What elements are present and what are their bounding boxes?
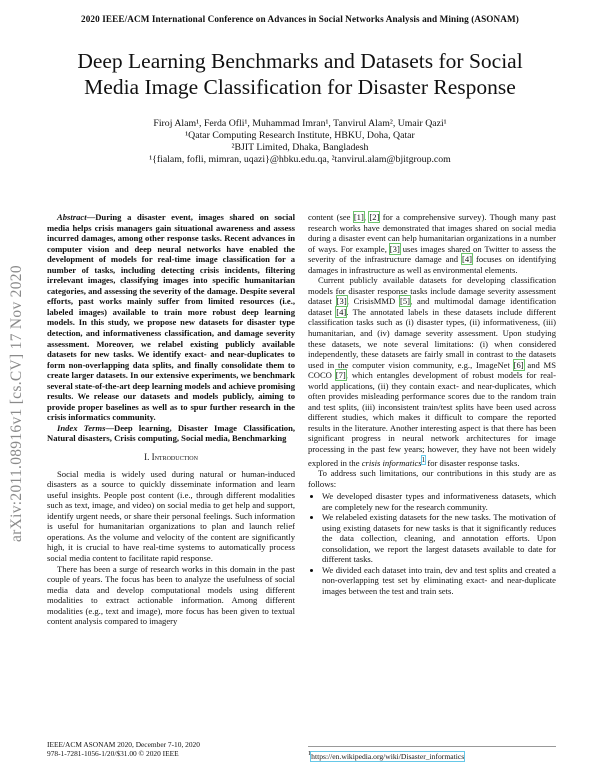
contributions-list: [308, 491, 556, 596]
text-run: for a comprehensive survey). Though many past research works have demonstrated that images shared on social media during a disaster event can help humanitarian organizations in a number of ways. For example,: [308, 212, 556, 254]
text-run: and MS COCO: [308, 359, 556, 381]
text-run: . The annotated labels in these datasets include different classification tasks such as (i) disaster types, (ii) informativeness, (iii) humanitarian, and (iv) damage severity assessment. Upon studying these datasets, we note several limitations: (i) when considered independently, these datasets are fairly small in contrast to the datasets used in the computer vision community, e.g., ImageNet: [308, 306, 556, 370]
text-run: , CrisisMMD: [346, 296, 401, 307]
footer-line-1: IEEE/ACM ASONAM 2020, December 7-10, 2020: [47, 740, 200, 749]
text-run: focuses on identifying damages in infrastructure as well as environmental elements.: [308, 254, 556, 275]
left-column: [47, 212, 295, 627]
footnote: [308, 746, 556, 761]
author-emails: ¹{fialam, fofli, mimran, uqazi}@hbku.edu.qa, ²tanvirul.alam@bjitgroup.com: [149, 154, 451, 165]
text-run: ,: [363, 212, 370, 222]
index-terms: [47, 423, 295, 444]
citation-link[interactable]: [3]: [336, 296, 347, 307]
intro-paragraph-1: Social media is widely used during natural or human-induced disasters as a source to quickly disseminate information and learn useful insights. People post content (i.e., through different modalities such as text, image, and video) on social media to get help and support, identify urgent needs, or share their personal feelings. Such information is useful for humanitarian organizations to plan and launch relief operations. As the volume and velocity of the content are significantly high, it is crucial to have real-time systems to automatically process social media content to facilitate rapid response.: [47, 468, 295, 563]
list-item: • We developed disaster types and informativeness datasets, which are completely new for the research community.: [322, 491, 556, 512]
intro-paragraph-2: There has been a surge of research works in this domain in the past couple of years. The focus has been to analyze the usefulness of social media data and develop computational models using different modalities to extract actionable information. Among different modalities (e.g., text and image), more focus has been given to textual content analysis compared to imagery: [47, 563, 295, 627]
footnote-link[interactable]: 1: [421, 455, 426, 464]
section-heading-introduction: I. Introduction: [144, 452, 198, 463]
text-run: uses images shared on Twitter to assess the severity of the infrastructure damage and: [308, 243, 556, 265]
footnote-url-link[interactable]: https://en.wikipedia.org/wiki/Disaster_informatics: [311, 751, 465, 761]
arxiv-stamp-text: arXiv:2011.08916v1 [cs.CV] 17 Nov 2020: [8, 265, 25, 542]
abstract-label: Abstract: [57, 212, 87, 222]
paper-title: [30, 48, 570, 100]
list-item: • We divided each dataset into train, dev and test splits and created a non-overlapping test set by eliminating exact- and near-duplicate images between the test and train sets.: [322, 565, 556, 597]
index-terms-text: —Deep learning, Disaster Image Classification, Natural disasters, Crisis computing, Social media, Benchmarking: [47, 422, 295, 444]
copyright-footer: [47, 740, 297, 758]
right-paragraph-1: [308, 212, 556, 275]
abstract: [47, 212, 295, 423]
title-line-2: Media Image Classification for Disaster Response: [84, 75, 516, 99]
right-paragraph-2: [308, 275, 556, 468]
citation-link[interactable]: [4]: [336, 306, 347, 317]
index-terms-label: Index Terms: [57, 422, 106, 433]
text-run: Current publicly available datasets for developing classification models for disaster response tasks include damage severity assessment dataset: [308, 275, 556, 307]
right-paragraph-3: To address such limitations, our contributions in this study are as follows:: [308, 467, 556, 489]
text-run: for disaster response tasks.: [425, 457, 520, 468]
citation-link[interactable]: [3]: [389, 243, 400, 254]
conference-header: 2020 IEEE/ACM International Conference on Advances in Social Networks Analysis and Mining (ASONAM): [81, 14, 519, 24]
arxiv-stamp: [8, 212, 30, 542]
abstract-text: —During a disaster event, images shared on social media helps crisis managers gain situational awareness and assess incurred damages, among other response tasks. Recent advances in computer vision and deep neural networks have enabled the development of models for real-time image classification for a number of tasks, including detecting crisis incidents, filtering irrelevant images, classifying images into specific humanitarian categories, and assessing the severity of the damage. Despite several efforts, past works mainly suffer from limited resources (i.e., labeled images) available to train more robust deep learning models. In this study, we propose new datasets for disaster type detection, and informativeness classification, and damage severity assessment. Moreover, we relabel existing publicly available datasets for new tasks. We identify exact- and near-duplicates to form non-overlapping data splits, and finally consolidate them to create larger datasets. In our extensive experiments, we benchmark several state-of-the-art deep learning models and achieve promising results. We release our datasets and models publicly, aiming to provide proper baselines as well as to spur further research in the crisis informatics community.: [47, 212, 295, 423]
citation-link[interactable]: [6]: [513, 359, 524, 370]
crisis-informatics-term: crisis informatics: [361, 457, 422, 468]
citation-link[interactable]: [2]: [369, 212, 380, 222]
citation-link[interactable]: [5]: [400, 296, 411, 307]
text-run: , and multimodal damage identification dataset: [308, 296, 556, 317]
text-run: content (see: [308, 212, 354, 222]
text-run: , which entangles development of robust models for real-world applications, (ii) they contain exact- and near-duplicates, which often provides misleading performance scores due to the random train and test splits, (iii) inconsistent train/test splits have been used across different studies, which makes it difficult to compare the reported results in the literature. Another interesting aspect is that there has been significant progress in neural network architectures for image processing in the past few years; however, they have not been widely explored in the: [308, 370, 557, 468]
citation-link[interactable]: [7]: [335, 370, 346, 381]
affiliation-1: ¹Qatar Computing Research Institute, HBKU, Doha, Qatar: [185, 130, 415, 141]
footer-line-2: 978-1-7281-1056-1/20/$31.00 © 2020 IEEE: [47, 749, 179, 758]
author-names: Firoj Alam¹, Ferda Ofli¹, Muhammad Imran¹, Tanvirul Alam², Umair Qazi¹: [153, 118, 447, 129]
citation-link[interactable]: [4]: [462, 254, 473, 265]
affiliation-2: ²BJIT Limited, Dhaka, Bangladesh: [231, 142, 369, 153]
citation-link[interactable]: [1]: [353, 212, 364, 222]
right-column: [308, 212, 556, 597]
author-block: [40, 118, 560, 166]
footnote-mark: 1: [308, 750, 312, 757]
list-item: • We relabeled existing datasets for the new tasks. The motivation of using existing datasets for new tasks is that it significantly reduces the data collection, cleaning, and annotation efforts. Upon consolidation, we report the largest datasets available to date for different tasks.: [322, 512, 556, 565]
title-line-1: Deep Learning Benchmarks and Datasets for Social: [77, 49, 523, 73]
